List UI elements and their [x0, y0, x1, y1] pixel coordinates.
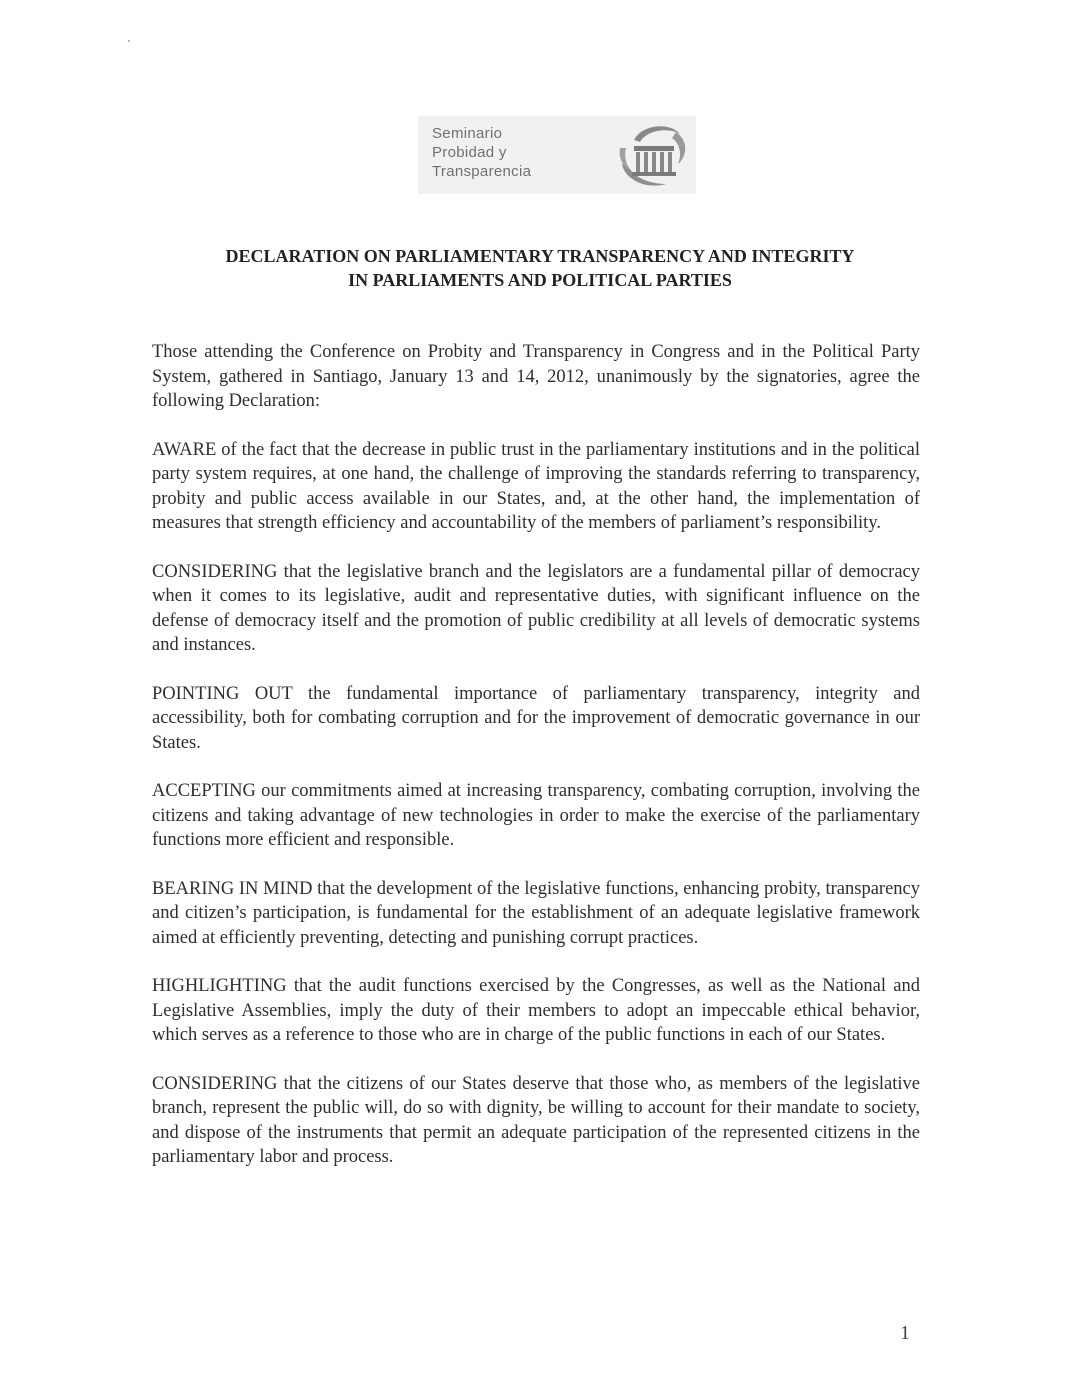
paragraph-bearing-in-mind: BEARING IN MIND that the development of the legislative functions, enhancing probity, transparency and citizen’s participation, is fundamental for the establishment of an adequate legislative framework aimed at efficiently preventing, detecting and punishing corrupt practices.: [152, 878, 920, 948]
paragraph-aware: AWARE of the fact that the decrease in public trust in the parliamentary institutions and in the political party system requires, at one hand, the challenge of improving the standards referring to transparency, probity and public access available in our States, and, at the other hand, the implementation of measures that strength efficiency and accountability of the members of parliament’s responsibility.: [152, 439, 920, 533]
logo-line-2: Probidad y: [432, 144, 507, 161]
seminar-logo: [418, 116, 696, 194]
title-line-1: DECLARATION ON PARLIAMENTARY TRANSPARENCY AND INTEGRITY: [225, 246, 855, 266]
title-line-2: IN PARLIAMENTS AND POLITICAL PARTIES: [348, 270, 732, 290]
declaration-body: [152, 340, 920, 1194]
logo-line-3: Transparencia: [432, 163, 532, 180]
paragraph-considering-2: CONSIDERING that the citizens of our States deserve that those who, as members of the legislative branch, represent the public will, do so with dignity, be willing to account for their mandate to society, and dispose of the instruments that permit an adequate participation of the represented citizens in the parliamentary labor and process.: [152, 1073, 920, 1167]
paragraph-considering-1: CONSIDERING that the legislative branch and the legislators are a fundamental pillar of democracy when it comes to its legislative, audit and representative duties, with significant influence on the defense of democracy itself and the promotion of public credibility at all levels of democratic systems and instances.: [152, 561, 920, 655]
paragraph-highlighting: HIGHLIGHTING that the audit functions exercised by the Congresses, as well as the National and Legislative Assemblies, imply the duty of their members to adopt an impeccable ethical behavior, which serves as a reference to those who are in charge of the public functions in each of our States.: [152, 976, 920, 1045]
paragraph-accepting: ACCEPTING our commitments aimed at increasing transparency, combating corruption, involving the citizens and taking advantage of new technologies in order to make the exercise of the parliamentary functions more efficient and responsible.: [152, 781, 920, 850]
paragraph-pointing-out: POINTING OUT the fundamental importance of parliamentary transparency, integrity and accessibility, both for combating corruption and for the improvement of democratic governance in our States.: [152, 683, 920, 753]
logo-line-1: Seminario: [432, 125, 503, 142]
declaration-title: [120, 244, 960, 292]
page-number: 1: [900, 1322, 910, 1344]
logo-text: [432, 124, 531, 181]
parliament-emblem-icon: [614, 118, 692, 192]
scan-speck: [128, 40, 130, 42]
paragraph-intro: Those attending the Conference on Probity and Transparency in Congress and in the Political Party System, gathered in Santiago, January 13 and 14, 2012, unanimously by the signatories, agree the following Declaration:: [152, 342, 920, 411]
